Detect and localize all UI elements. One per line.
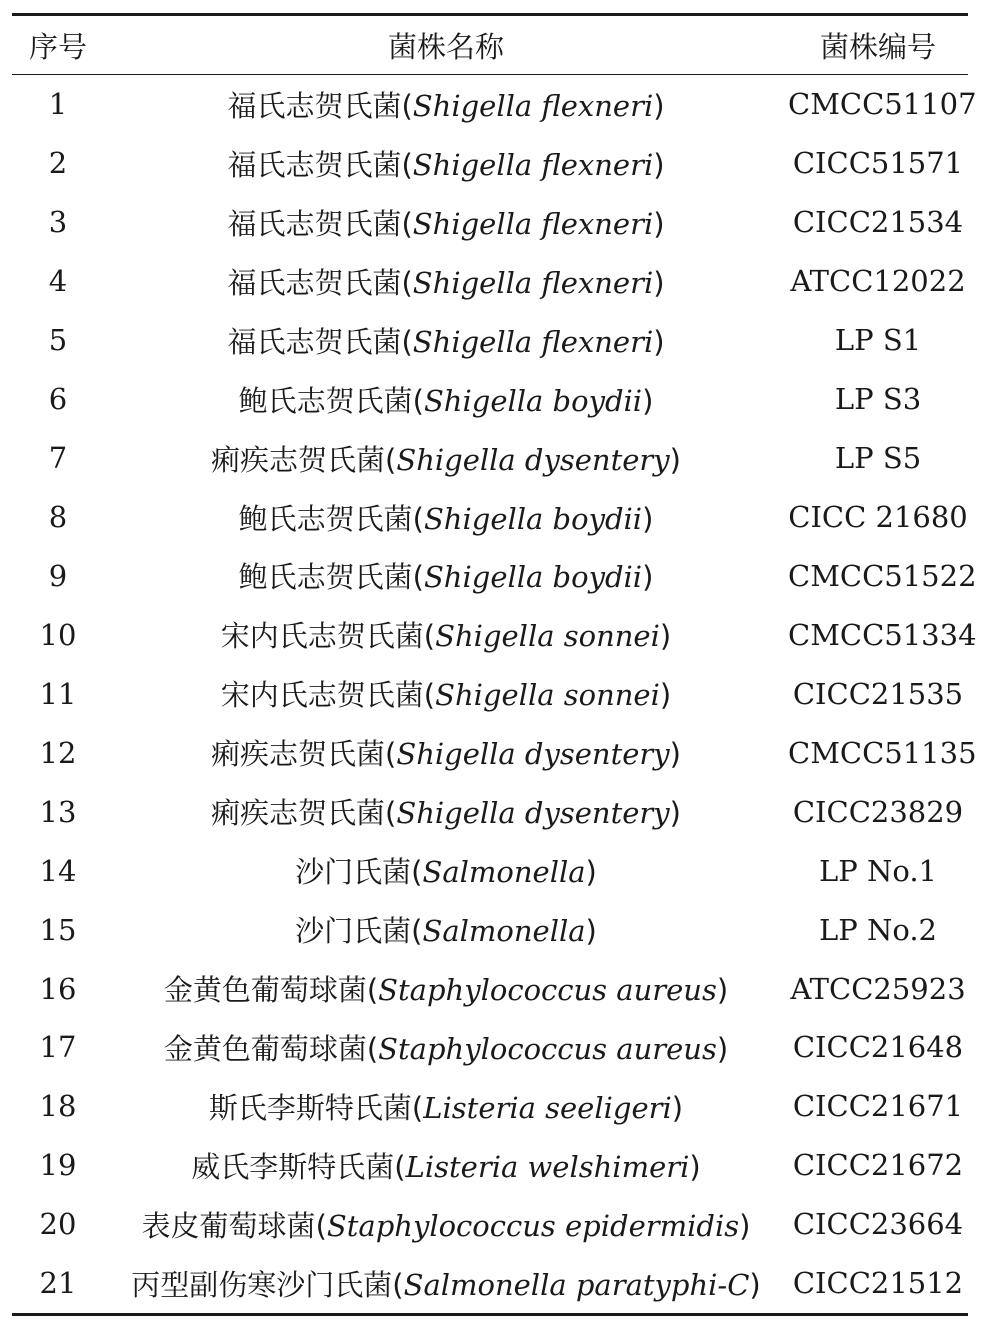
header-serial-number: 序号	[28, 29, 87, 64]
strain-code-cell: CICC21648	[792, 1030, 964, 1065]
serial-number-cell: 12	[39, 735, 77, 770]
strain-latin-name: Listeria welshimeri	[405, 1149, 690, 1184]
strain-chinese-name: 福氏志贺氏菌	[227, 265, 402, 300]
header-strain-code: 菌株编号	[819, 29, 936, 64]
paren-close: )	[653, 265, 665, 300]
strain-name-cell	[104, 193, 788, 252]
serial-number-cell: 1	[48, 87, 68, 122]
table-row	[12, 959, 968, 1018]
serial-number-cell: 14	[39, 853, 77, 888]
strain-name-cell	[104, 782, 788, 841]
paren-close: )	[653, 147, 665, 182]
paren-open: (	[366, 1031, 379, 1066]
table-row	[12, 723, 968, 782]
paren-open: (	[401, 324, 413, 359]
strain-chinese-name: 福氏志贺氏菌	[227, 324, 402, 359]
table-row	[12, 782, 968, 841]
paren-close: )	[653, 206, 665, 241]
serial-number-cell: 20	[39, 1207, 77, 1242]
paren-open: (	[411, 914, 423, 949]
table-row	[12, 134, 968, 193]
serial-number-cell: 15	[39, 912, 77, 947]
paren-open: (	[366, 973, 379, 1008]
paren-close: )	[716, 973, 729, 1008]
strain-code-cell: CICC23829	[792, 794, 964, 829]
strain-latin-name: Listeria seeligeri	[423, 1090, 672, 1125]
table-row	[12, 1018, 968, 1077]
strain-chinese-name: 福氏志贺氏菌	[227, 88, 402, 123]
table-row	[12, 1254, 968, 1314]
paren-close: )	[716, 1031, 729, 1066]
table-row	[12, 75, 968, 134]
strain-name-cell	[104, 1195, 788, 1254]
strain-latin-name: Staphylococcus epidermidis	[326, 1208, 740, 1243]
strain-latin-name: Shigella boydii	[423, 560, 643, 595]
paren-close: )	[669, 737, 681, 772]
table-row	[12, 488, 968, 547]
paren-close: )	[689, 1149, 701, 1184]
serial-number-cell: 11	[39, 676, 77, 711]
paren-close: )	[739, 1208, 751, 1243]
strain-name-cell	[104, 1254, 788, 1314]
strain-name-cell	[104, 723, 788, 782]
strain-chinese-name: 痢疾志贺氏菌	[210, 737, 385, 772]
serial-number-cell: 8	[48, 500, 68, 535]
table-row	[12, 311, 968, 370]
paren-close: )	[585, 914, 597, 949]
table-row	[12, 547, 968, 606]
strain-latin-name: Shigella sonnei	[435, 619, 660, 654]
serial-number-cell: 17	[39, 1030, 77, 1065]
strain-name-cell	[104, 134, 788, 193]
table-row	[12, 664, 968, 723]
strain-latin-name: Staphylococcus aureus	[378, 1031, 717, 1066]
table-row	[12, 1077, 968, 1136]
paren-close: )	[659, 619, 672, 654]
strain-name-cell	[104, 429, 788, 488]
paren-open: (	[315, 1208, 327, 1243]
strain-latin-name: Shigella flexneri	[412, 265, 654, 300]
paren-close: )	[642, 383, 654, 418]
strain-code-cell: CICC21535	[792, 676, 964, 711]
serial-number-cell: 19	[39, 1148, 77, 1183]
strain-code-cell: CICC21672	[792, 1148, 964, 1183]
paren-open: (	[385, 737, 397, 772]
strain-chinese-name: 鲍氏志贺氏菌	[238, 383, 413, 418]
paren-open: (	[401, 265, 413, 300]
header-strain-name: 菌株名称	[387, 29, 504, 64]
strain-name-cell	[104, 1077, 788, 1136]
strain-name-cell	[104, 370, 788, 429]
table-row	[12, 605, 968, 664]
strain-latin-name: Staphylococcus aureus	[378, 973, 717, 1008]
paren-close: )	[659, 678, 672, 713]
strain-code-cell: CICC21671	[792, 1089, 964, 1124]
serial-number-cell: 5	[48, 323, 68, 358]
paren-open: (	[412, 501, 424, 536]
strain-code-cell: CICC 21680	[788, 500, 968, 535]
strain-name-cell	[104, 841, 788, 900]
serial-number-cell: 3	[48, 205, 68, 240]
serial-number-cell: 18	[39, 1089, 77, 1124]
serial-number-cell: 2	[48, 146, 68, 181]
strain-code-cell: CMCC51107	[788, 87, 977, 122]
strain-name-cell	[104, 252, 788, 311]
strain-chinese-name: 沙门氏菌	[295, 855, 412, 890]
table-row	[12, 1136, 968, 1195]
strain-chinese-name: 丙型副伤寒沙门氏菌	[131, 1267, 393, 1302]
table-row	[12, 429, 968, 488]
serial-number-cell: 7	[48, 441, 68, 476]
strain-chinese-name: 鲍氏志贺氏菌	[238, 560, 413, 595]
strain-latin-name: Shigella sonnei	[435, 678, 660, 713]
paren-open: (	[392, 1267, 404, 1302]
paren-open: (	[423, 678, 436, 713]
strain-chinese-name: 金黄色葡萄球菌	[163, 973, 367, 1008]
strain-name-cell	[104, 1018, 788, 1077]
serial-number-cell: 13	[39, 794, 77, 829]
strain-code-cell: CMCC51135	[788, 735, 977, 770]
strain-latin-name: Salmonella	[422, 855, 586, 890]
paren-open: (	[401, 147, 413, 182]
paren-close: )	[642, 560, 654, 595]
serial-number-cell: 4	[48, 264, 68, 299]
strain-code-cell: CICC21534	[792, 205, 964, 240]
table-row	[12, 370, 968, 429]
paren-close: )	[669, 442, 681, 477]
strain-name-cell	[104, 488, 788, 547]
paren-open: (	[401, 206, 413, 241]
table-row	[12, 841, 968, 900]
table-row	[12, 252, 968, 311]
strain-latin-name: Shigella flexneri	[412, 88, 654, 123]
paren-open: (	[412, 383, 424, 418]
strain-name-cell	[104, 311, 788, 370]
serial-number-cell: 16	[39, 971, 77, 1006]
header-row	[12, 15, 968, 75]
strain-chinese-name: 斯氏李斯特氏菌	[208, 1090, 412, 1125]
strain-name-cell	[104, 75, 788, 134]
strain-chinese-name: 福氏志贺氏菌	[227, 147, 402, 182]
strain-chinese-name: 宋内氏志贺氏菌	[220, 619, 424, 654]
strain-chinese-name: 鲍氏志贺氏菌	[238, 501, 413, 536]
strain-name-cell	[104, 1136, 788, 1195]
strain-table	[12, 13, 977, 1316]
paren-open: (	[385, 442, 397, 477]
strain-latin-name: Shigella dysentery	[396, 796, 670, 831]
table-row	[12, 1195, 968, 1254]
strain-code-cell: CICC21512	[792, 1266, 964, 1301]
strain-chinese-name: 宋内氏志贺氏菌	[220, 678, 424, 713]
strain-code-cell: LP S5	[834, 441, 922, 476]
paren-open: (	[423, 619, 436, 654]
serial-number-cell: 9	[48, 558, 68, 593]
paren-close: )	[653, 324, 665, 359]
strain-code-cell: CMCC51522	[788, 558, 977, 593]
table-row	[12, 900, 968, 959]
strain-latin-name: Shigella boydii	[423, 383, 643, 418]
paren-open: (	[394, 1149, 406, 1184]
paren-close: )	[585, 855, 597, 890]
strain-chinese-name: 沙门氏菌	[295, 914, 412, 949]
strain-chinese-name: 福氏志贺氏菌	[227, 206, 402, 241]
serial-number-cell: 6	[48, 382, 68, 417]
strain-latin-name: Shigella dysentery	[396, 442, 670, 477]
strain-name-cell	[104, 959, 788, 1018]
strain-code-cell: LP S3	[834, 382, 922, 417]
strain-chinese-name: 金黄色葡萄球菌	[163, 1031, 367, 1066]
serial-number-cell: 21	[39, 1266, 77, 1301]
strain-code-cell: CICC51571	[792, 146, 964, 181]
strain-latin-name: Shigella dysentery	[396, 737, 670, 772]
paren-open: (	[401, 88, 413, 123]
paren-open: (	[411, 1090, 424, 1125]
strain-latin-name: Shigella flexneri	[412, 206, 654, 241]
strain-chinese-name: 表皮葡萄球菌	[141, 1208, 316, 1243]
paren-open: (	[412, 560, 424, 595]
paren-open: (	[385, 796, 397, 831]
paren-close: )	[642, 501, 654, 536]
strain-code-cell: LP No.1	[819, 853, 937, 888]
paren-close: )	[669, 796, 681, 831]
strain-chinese-name: 痢疾志贺氏菌	[210, 796, 385, 831]
strain-code-cell: CICC23664	[792, 1207, 964, 1242]
table-body	[12, 75, 977, 1315]
strain-name-cell	[104, 664, 788, 723]
table-header	[12, 15, 968, 75]
strain-name-cell	[104, 605, 788, 664]
strain-latin-name: Shigella flexneri	[412, 147, 654, 182]
strain-chinese-name: 痢疾志贺氏菌	[210, 442, 385, 477]
strain-latin-name: Salmonella paratyphi-C	[403, 1267, 750, 1302]
strain-code-cell: LP No.2	[819, 912, 937, 947]
serial-number-cell: 10	[39, 617, 77, 652]
paren-close: )	[749, 1267, 761, 1302]
paren-open: (	[411, 855, 423, 890]
paren-close: )	[653, 88, 665, 123]
table-row	[12, 193, 968, 252]
strain-latin-name: Shigella boydii	[423, 501, 643, 536]
strain-code-cell: ATCC25923	[790, 971, 966, 1006]
strain-name-cell	[104, 900, 788, 959]
strain-code-cell: ATCC12022	[790, 264, 966, 299]
strain-code-cell: LP S1	[834, 323, 922, 358]
strain-latin-name: Salmonella	[422, 914, 586, 949]
strain-name-cell	[104, 547, 788, 606]
strain-latin-name: Shigella flexneri	[412, 324, 654, 359]
strain-chinese-name: 威氏李斯特氏菌	[191, 1149, 395, 1184]
paren-close: )	[671, 1090, 684, 1125]
strain-code-cell: CMCC51334	[788, 617, 977, 652]
